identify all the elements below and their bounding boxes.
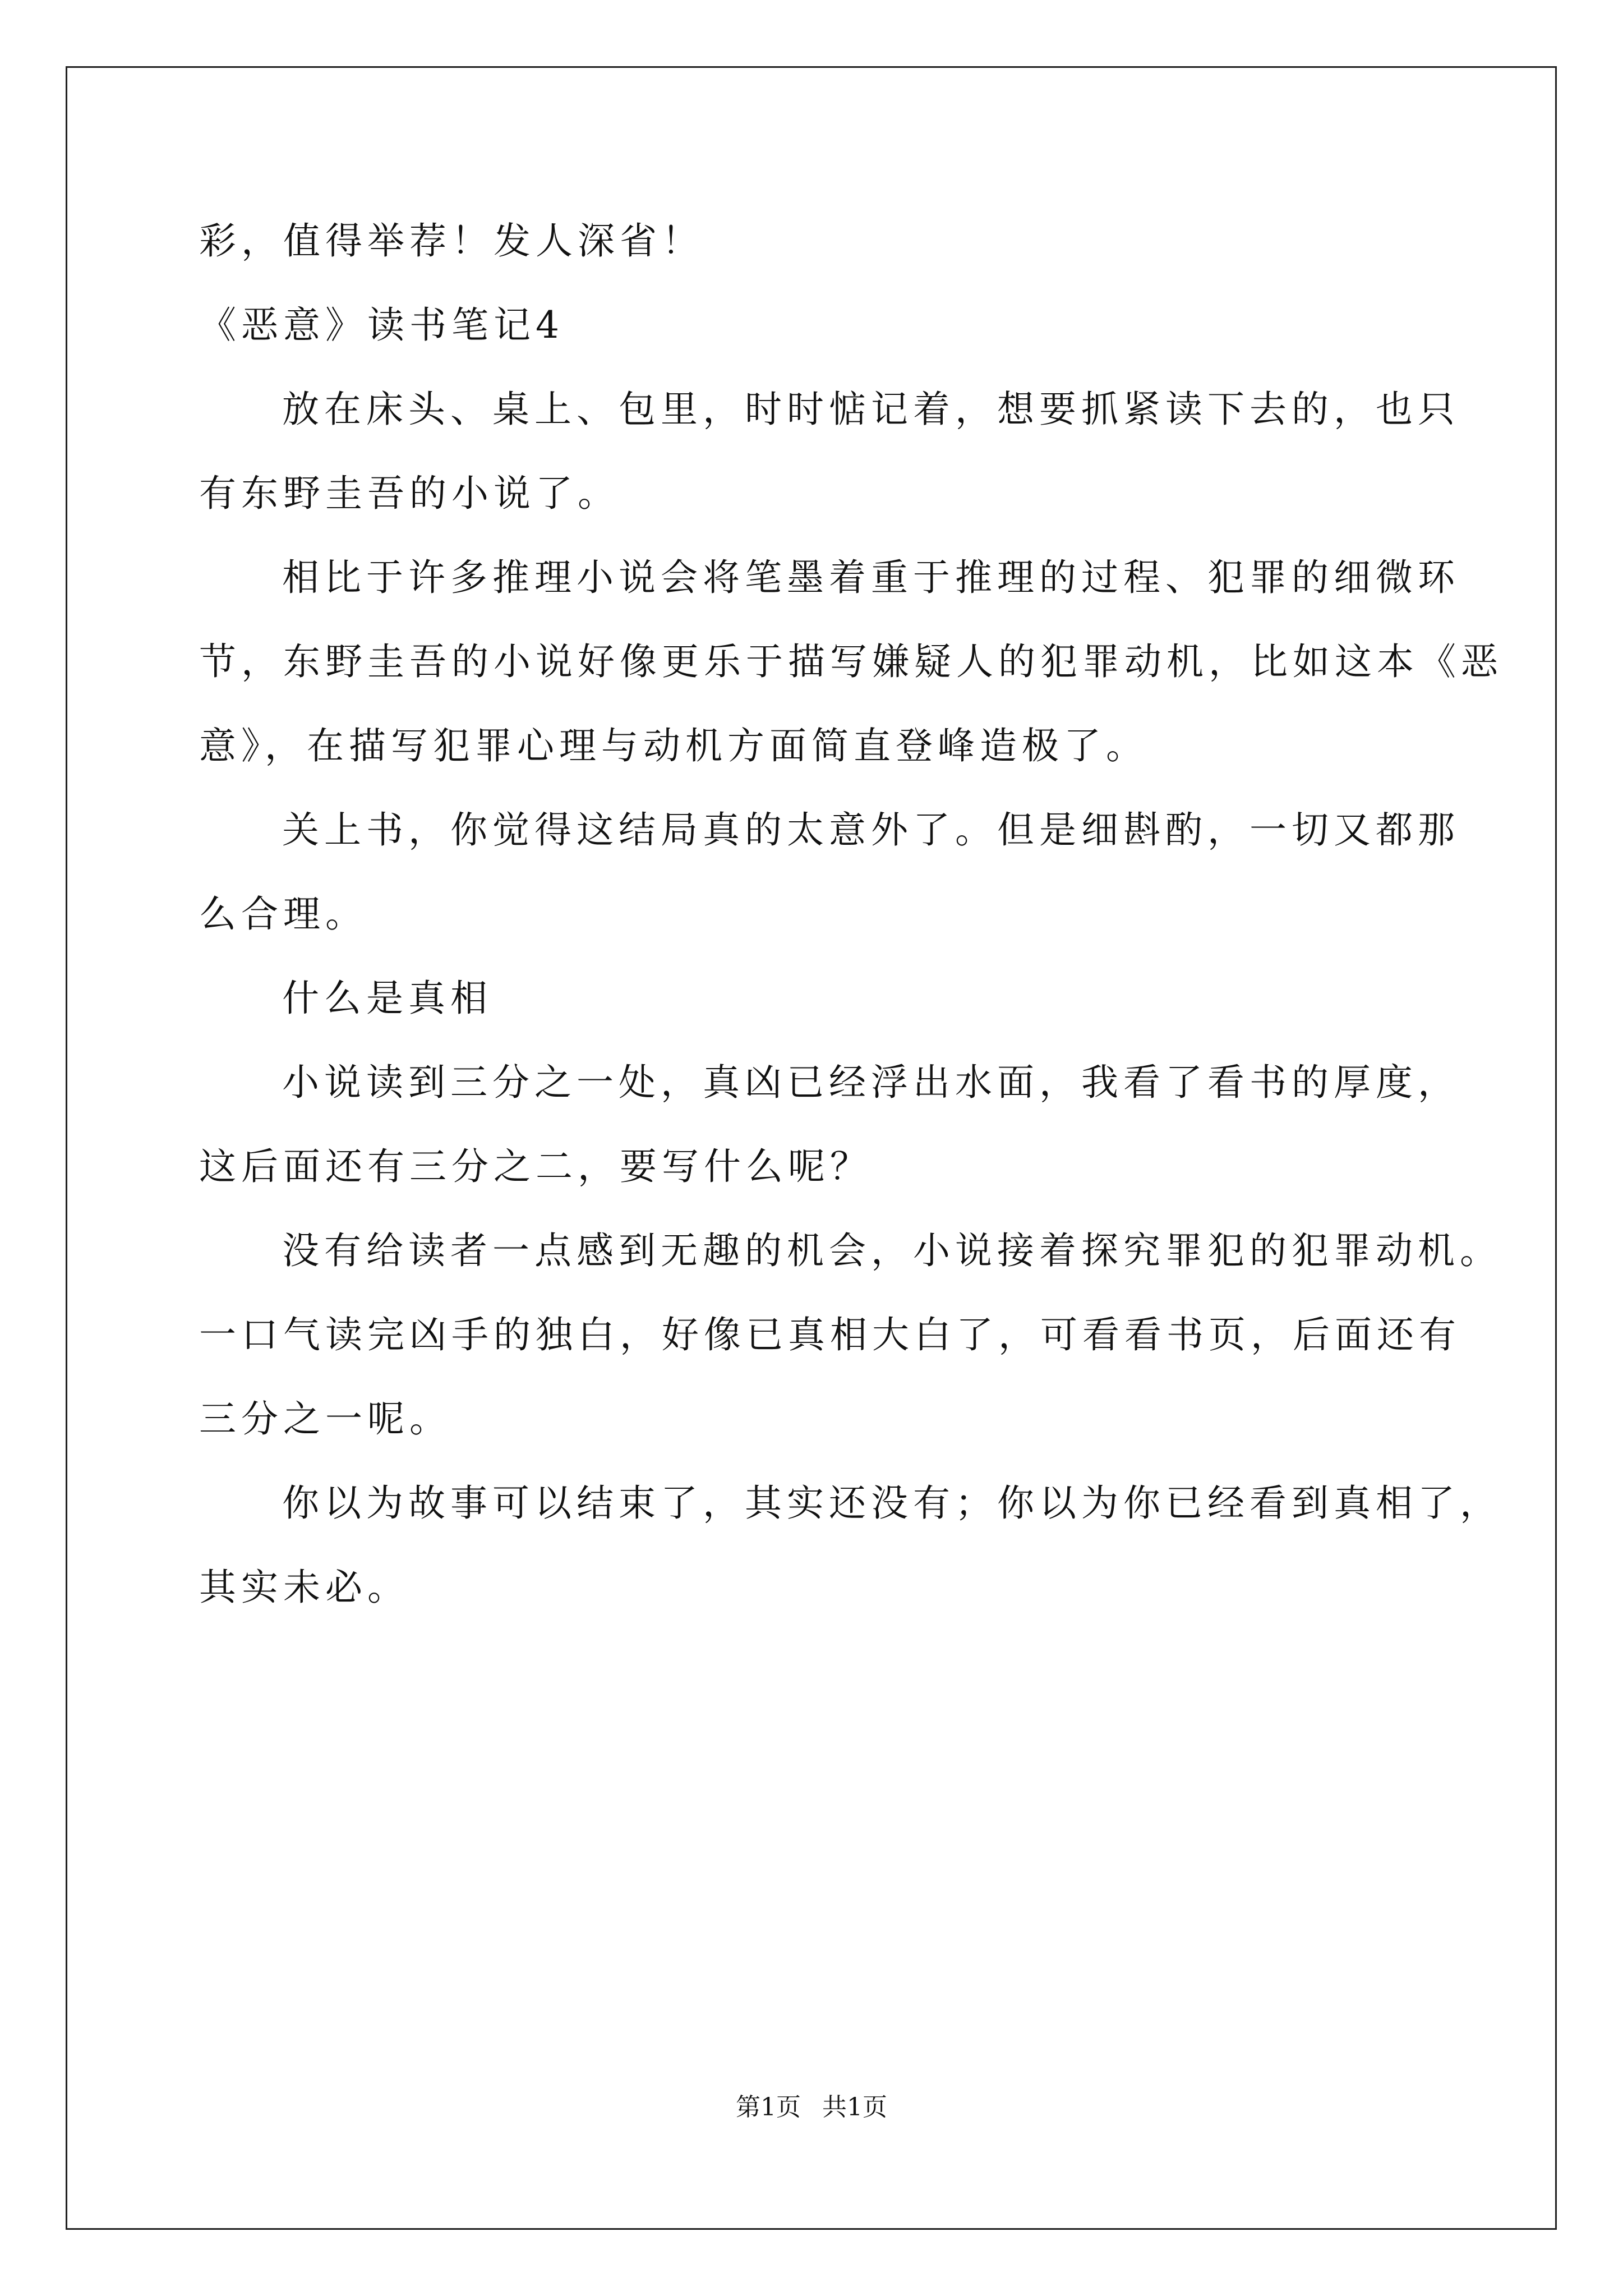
text-line: 其实未必。 bbox=[199, 1566, 409, 1609]
section-heading: 《恶意》读书笔记4 bbox=[199, 303, 564, 347]
text-line: 关上书，你觉得这结局真的太意外了。但是细斟酌，一切又都那 bbox=[282, 808, 1460, 852]
text-line: 相比于许多推理小说会将笔墨着重于推理的过程、犯罪的细微环 bbox=[282, 556, 1460, 599]
page-footer bbox=[0, 2092, 1623, 2123]
text-line: 这后面还有三分之二，要写什么呢？ bbox=[199, 1145, 872, 1188]
text-line: 放在床头、桌上、包里，时时惦记着，想要抓紧读下去的，也只 bbox=[282, 388, 1460, 431]
text-line: 意》，在描写犯罪心理与动机方面简直登峰造极了。 bbox=[199, 724, 1148, 767]
text-line: 三分之一呢。 bbox=[199, 1397, 451, 1441]
text-line: 没有给读者一点感到无趣的机会，小说接着探究罪犯的犯罪动机。 bbox=[282, 1229, 1502, 1272]
text-line: 彩，值得举荐！发人深省！ bbox=[199, 219, 704, 263]
text-line: 节，东野圭吾的小说好像更乐于描写嫌疑人的犯罪动机，比如这本《恶 bbox=[199, 640, 1503, 683]
text-line: 有东野圭吾的小说了。 bbox=[199, 472, 620, 515]
page-number: 第1页 bbox=[736, 2093, 801, 2122]
text-line: 一口气读完凶手的独白，好像已真相大白了，可看看书页，后面还有 bbox=[199, 1313, 1461, 1356]
subheading: 什么是真相 bbox=[282, 977, 492, 1020]
text-line: 小说读到三分之一处，真凶已经浮出水面，我看了看书的厚度， bbox=[282, 1061, 1460, 1104]
text-line: 你以为故事可以结束了，其实还没有；你以为你已经看到真相了， bbox=[282, 1481, 1502, 1525]
page-count: 共1页 bbox=[822, 2093, 887, 2122]
text-line: 么合理。 bbox=[199, 892, 367, 936]
